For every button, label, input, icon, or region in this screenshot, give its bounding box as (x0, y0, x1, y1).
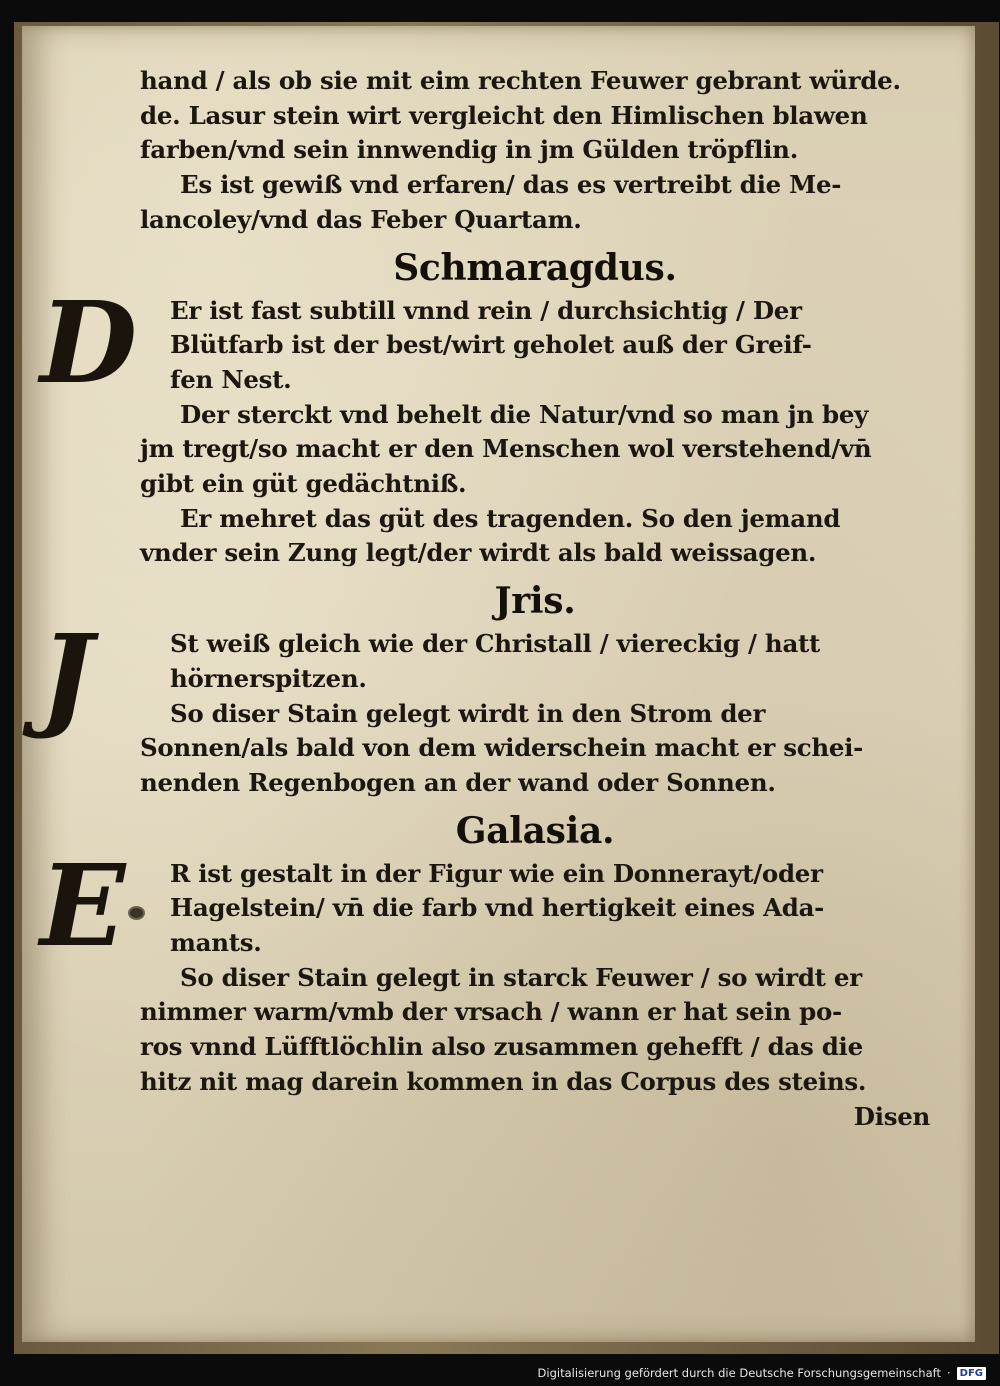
text-line: Er mehret das güt des tragenden. So den jemand (180, 503, 841, 533)
text-line: Er ist fast subtill vnnd rein / durchsichtig / Der (170, 295, 802, 325)
text-line: Der sterckt vnd behelt die Natur/vnd so man jn bey (180, 399, 869, 429)
text-line: So diser Stain gelegt wirdt in den Strom der (170, 698, 766, 728)
text-line: de. Lasur stein wirt vergleicht den Himlischen blawen (140, 100, 868, 130)
text-line: lancoley/vnd das Feber Quartam. (140, 204, 582, 234)
dfg-logo-icon: DFG (957, 1367, 986, 1380)
text-line: farben/vnd sein innwendig in jm Gülden tröpflin. (140, 135, 798, 165)
decorated-initial: E (40, 840, 126, 972)
text-line: vnder sein Zung legt/der wirdt als bald weissagen. (140, 538, 817, 568)
footer-text: Digitalisierung gefördert durch die Deutsche Forschungsgemeinschaft (537, 1366, 941, 1380)
decorated-initial: D (40, 277, 137, 409)
text-line: So diser Stain gelegt in starck Feuwer / so wirdt er (180, 962, 862, 992)
text-line: hörnerspitzen. (170, 663, 367, 693)
decorated-initial: J (40, 611, 93, 743)
text-line: gibt ein güt gedächtniß. (140, 469, 467, 499)
text-line: jm tregt/so macht er den Menschen wol verstehend/vn̄ (140, 434, 872, 464)
text-line: nenden Regenbogen an der wand oder Sonnen. (140, 767, 776, 797)
text-line: Sonnen/als bald von dem widerschein macht er schei- (140, 733, 864, 763)
text-line: Hagelstein/ vn̄ die farb vnd hertigkeit eines Ada- (170, 893, 825, 923)
paragraph-with-initial (40, 277, 930, 409)
text-line: hitz nit mag darein kommen in das Corpus des steins. (140, 1066, 867, 1096)
section-heading-galasia: Galasia. (455, 809, 615, 852)
text-line: fen Nest. (170, 364, 292, 394)
digitization-footer (538, 1366, 986, 1380)
text-line: R ist gestalt in der Figur wie ein Donnerayt/oder (170, 858, 823, 888)
text-line: ros vnnd Lüfftlöchlin also zusammen gehefft / das die (140, 1032, 863, 1062)
section-heading-schmaragdus: Schmaragdus. (393, 246, 677, 289)
footer-separator: · (947, 1366, 951, 1380)
text-line: Es ist gewiß vnd erfaren/ das es vertreibt die Me- (180, 170, 842, 200)
text-line: mants. (170, 928, 262, 958)
paragraph-with-initial (40, 611, 930, 743)
text-line: nimmer warm/vmb der vrsach / wann er hat sein po- (140, 997, 842, 1027)
paragraph-with-initial (40, 840, 930, 972)
page-text (40, 64, 930, 1134)
text-line: hand / als ob sie mit eim rechten Feuwer gebrant würde. (140, 66, 901, 95)
catchword: Disen (853, 1101, 930, 1131)
section-heading-iris: Jris. (494, 580, 576, 623)
text-line: St weiß gleich wie der Christall / viereckig / hatt (170, 629, 821, 659)
text-line: Blütfarb ist der best/wirt geholet auß der Greif- (170, 330, 812, 360)
